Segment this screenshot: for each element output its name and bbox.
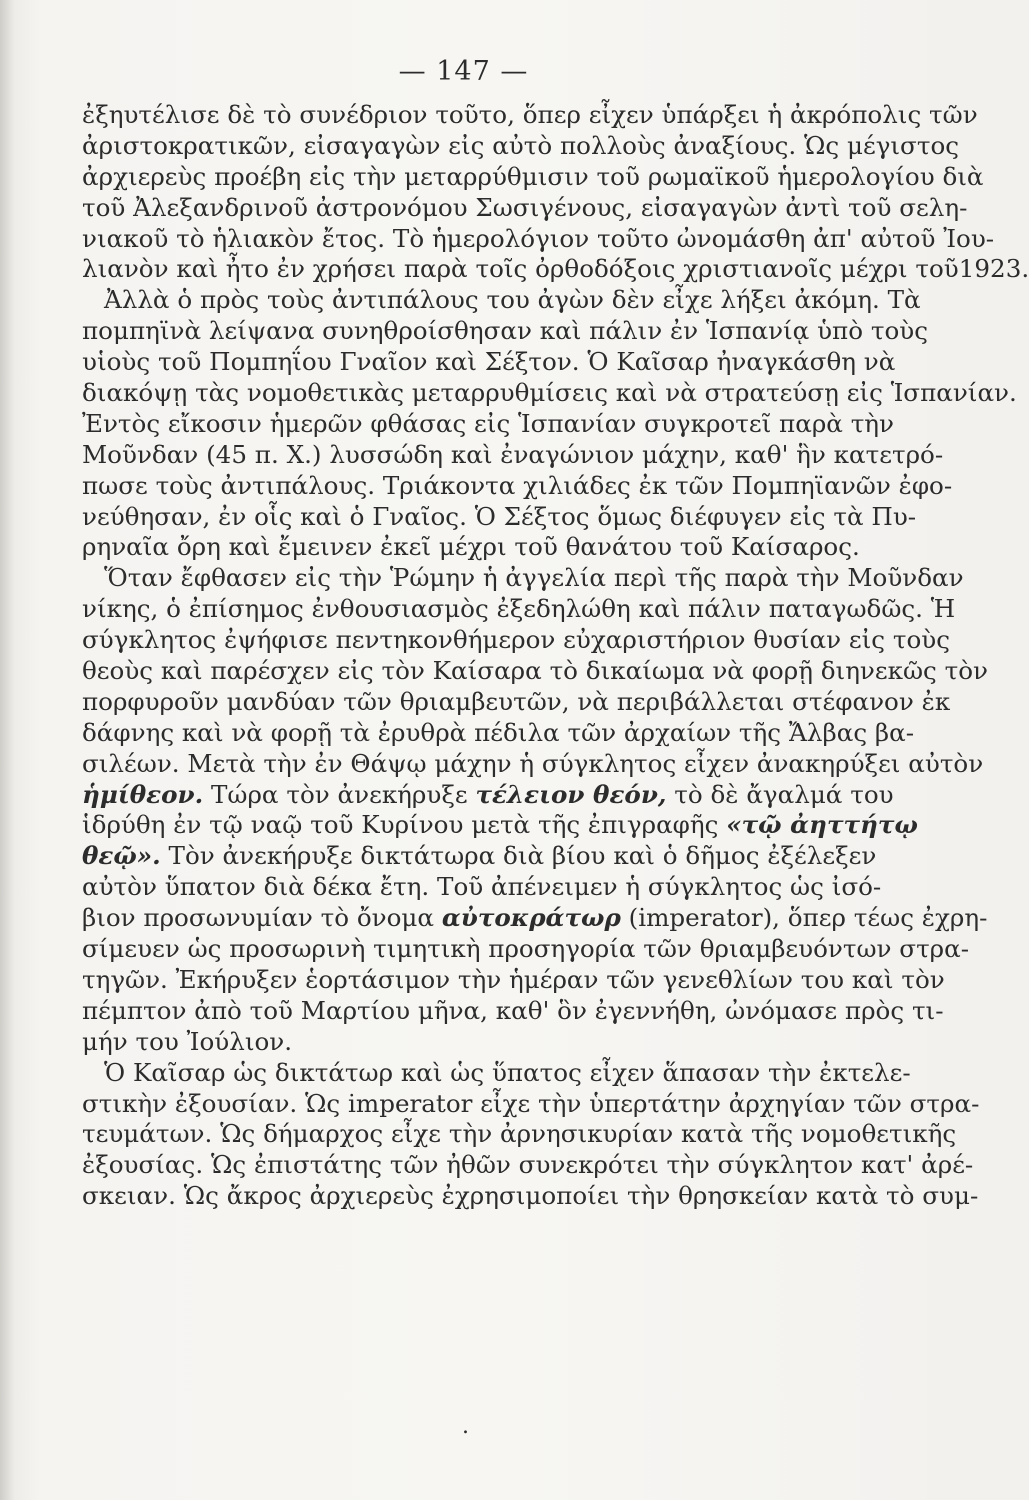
text-line: πέμπτον ἀπὸ τοῦ Μαρτίου μῆνα, καθ' ὃν ἐγεννήθη, ὠνόμασε πρὸς τι- (82, 995, 944, 1025)
text-line: στικὴν ἐξουσίαν. Ὡς imperator εἶχε τὴν ὑπερτάτην ἀρχηγίαν τῶν στρα- (82, 1088, 980, 1118)
text-line: νιακοῦ τὸ ἡλιακὸν ἔτος. Τὸ ἡμερολόγιον τοῦτο ὠνομάσθη ἀπ' αὐτοῦ Ἰου- (82, 223, 995, 253)
text-line: τηγῶν. Ἐκήρυξεν ἑορτάσιμον τὴν ἡμέραν τῶν γενεθλίων του καὶ τὸν (82, 964, 945, 994)
text-line: σύγκλητος ἐψήφισε πεντηκονθήμερον εὐχαριστήριον θυσίαν εἰς τοὺς (82, 625, 950, 655)
bottom-mark: . (462, 1414, 469, 1439)
text-line: Ὅταν ἔφθασεν εἰς τὴν Ῥώμην ἡ ἀγγελία περὶ τῆς παρὰ τὴν Μοῦνδαν (104, 563, 964, 593)
text-line-emphasis: θεῷ». Τὸν ἀνεκήρυξε δικτάτωρα διὰ βίου καὶ ὁ δῆμος ἐξέλεξεν (82, 841, 877, 871)
text-line: Ὁ Καῖσαρ ὡς δικτάτωρ καὶ ὡς ὕπατος εἶχεν ἅπασαν τὴν ἐκτελε- (104, 1057, 911, 1087)
text-line: Ἐντὸς εἴκοσιν ἡμερῶν φθάσας εἰς Ἱσπανίαν συγκροτεῖ παρὰ τὴν (82, 408, 894, 438)
emphasized-phrase: ἡμίθεον. (82, 779, 204, 809)
text-line: ἀριστοκρατικῶν, εἰσαγαγὼν εἰς αὐτὸ πολλοὺς ἀναξίους. Ὡς μέγιστος (82, 130, 960, 160)
text-line-emphasis: ἱδρύθη ἐν τῷ ναῷ τοῦ Κυρίνου μετὰ τῆς ἐπιγραφῆς «τῷ ἀηττήτῳ (82, 810, 918, 840)
text-line: ρηναῖα ὄρη καὶ ἔμεινεν ἐκεῖ μέχρι τοῦ θανάτου τοῦ Καίσαρος. (82, 532, 860, 562)
text-line: ἐξηυτέλισε δὲ τὸ συνέδριον τοῦτο, ὅπερ εἶχεν ὑπάρξει ἡ ἀκρόπολις τῶν (82, 100, 978, 129)
text-line: σιλέων. Μετὰ τὴν ἐν Θάψῳ μάχην ἡ σύγκλητος εἶχεν ἀνακηρύξει αὐτὸν (82, 748, 984, 778)
text-line-emphasis: βιον προσωνυμίαν τὸ ὄνομα αὐτοκράτωρ (imperator), ὅπερ τέως ἐχρη- (82, 903, 988, 933)
text-line: νίκης, ὁ ἐπίσημος ἐνθουσιασμὸς ἐξεδηλώθη καὶ πάλιν παταγωδῶς. Ἡ (82, 594, 956, 624)
text-line: πωσε τοὺς ἀντιπάλους. Τριάκοντα χιλιάδες ἐκ τῶν Πομπηϊανῶν ἐφο- (82, 470, 953, 500)
text-line: δάφνης καὶ νὰ φορῇ τὰ ἐρυθρὰ πέδιλα τῶν ἀρχαίων τῆς Ἄλβας βα- (82, 717, 915, 747)
emphasized-phrase: αὐτοκράτωρ (441, 903, 621, 933)
body-text (82, 100, 1029, 1212)
text-line: υἱοὺς τοῦ Πομπηΐου Γναῖον καὶ Σέξτον. Ὁ Καῖσαρ ἠναγκάσθη νὰ (82, 347, 896, 377)
text-line: σκειαν. Ὡς ἄκρος ἀρχιερεὺς ἐχρησιμοποίει τὴν θρησκείαν κατὰ τὸ συμ- (82, 1181, 979, 1211)
text-line: ἐξουσίας. Ὡς ἐπιστάτης τῶν ἠθῶν συνεκρότει τὴν σύγκλητον κατ' ἀρέ- (82, 1150, 974, 1180)
text-line: Μοῦνδαν (45 π. Χ.) λυσσώδη καὶ ἐναγώνιον μάχην, καθ' ἣν κατετρό- (82, 439, 944, 469)
text-line: σίμευεν ὡς προσωρινὴ τιμητικὴ προσηγορία τῶν θριαμβευόντων στρα- (82, 934, 970, 964)
emphasized-phrase: θεῷ». (82, 841, 161, 871)
text-line: πομπηϊνὰ λείψανα συνηθροίσθησαν καὶ πάλιν ἐν Ἱσπανίᾳ ὑπὸ τοὺς (82, 316, 928, 346)
text-line: τοῦ Ἀλεξανδρινοῦ ἀστρονόμου Σωσιγένους, εἰσαγαγὼν ἀντὶ τοῦ σελη- (82, 192, 968, 222)
text-line: νεύθησαν, ἐν οἷς καὶ ὁ Γναῖος. Ὁ Σέξτος ὅμως διέφυγεν εἰς τὰ Πυ- (82, 501, 917, 531)
text-line: τευμάτων. Ὡς δήμαρχος εἶχε τὴν ἀρνησικυρίαν κατὰ τῆς νομοθετικῆς (82, 1119, 957, 1149)
text-line: λιανὸν καὶ ἦτο ἐν χρήσει παρὰ τοῖς ὀρθοδόξοις χριστιανοῖς μέχρι τοῦ1923. (82, 254, 1029, 284)
text-line: Ἀλλὰ ὁ πρὸς τοὺς ἀντιπάλους του ἀγὼν δὲν εἶχε λήξει ἀκόμη. Τὰ (104, 285, 921, 315)
text-line: θεοὺς καὶ παρέσχεν εἰς τὸν Καίσαρα τὸ δικαίωμα νὰ φορῇ διηνεκῶς τὸν (82, 656, 989, 686)
text-line-emphasis: ἡμίθεον. Τώρα τὸν ἀνεκήρυξε τέλειον θεόν, τὸ δὲ ἄγαλμά του (82, 779, 894, 809)
emphasized-phrase: τέλειον θεόν, (475, 779, 667, 809)
text-line: πορφυροῦν μανδύαν τῶν θριαμβευτῶν, νὰ περιβάλλεται στέφανον ἐκ (82, 686, 951, 716)
emphasized-phrase: «τῷ ἀηττήτῳ (726, 810, 918, 840)
text-line: ἀρχιερεὺς προέβη εἰς τὴν μεταρρύθμισιν τοῦ ρωμαϊκοῦ ἡμερολογίου διὰ (82, 161, 984, 191)
page-number: — 147 — (398, 56, 529, 87)
text-line: διακόψῃ τὰς νομοθετικὰς μεταρρυθμίσεις καὶ νὰ στρατεύσῃ εἰς Ἱσπανίαν. (82, 378, 1017, 408)
text-line: μήν του Ἰούλιον. (82, 1026, 293, 1056)
binding-edge (0, 0, 14, 1500)
text-line: αὐτὸν ὕπατον διὰ δέκα ἔτη. Τοῦ ἀπένειμεν ἡ σύγκλητος ὡς ἰσό- (82, 872, 882, 902)
